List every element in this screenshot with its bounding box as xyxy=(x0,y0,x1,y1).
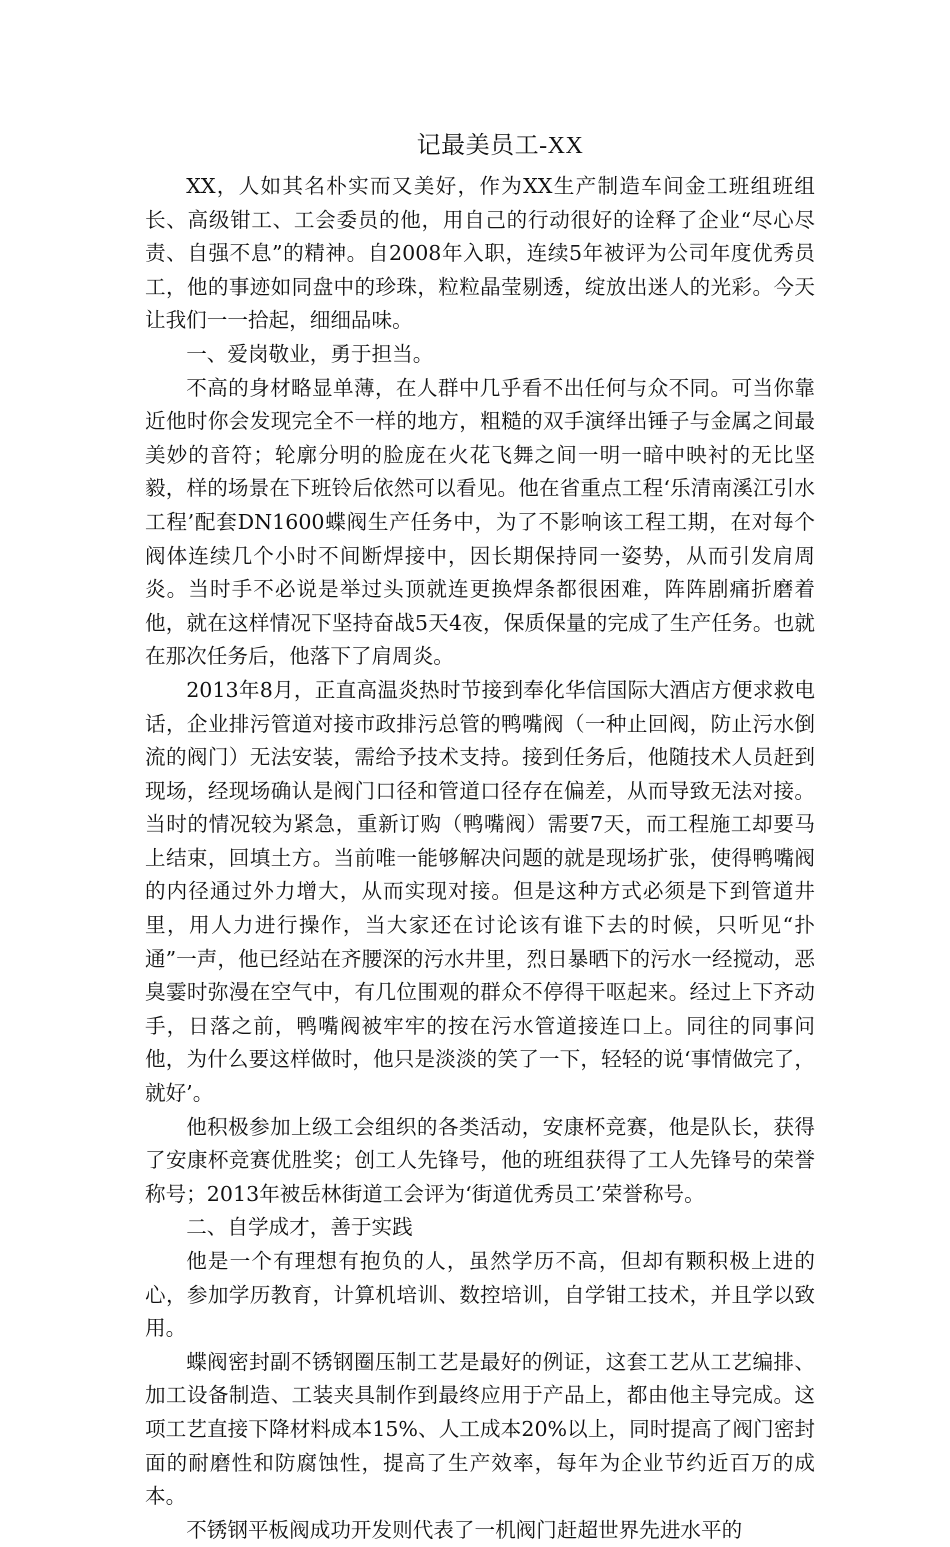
body-paragraph: 不锈钢平板阀成功开发则代表了一机阀门赶超世界先进水平的 xyxy=(186,1517,743,1542)
document-title: 记最美员工-XX xyxy=(416,133,584,159)
section-heading-2: 二、自学成才，善于实践 xyxy=(186,1215,413,1240)
body-paragraph: 他积极参加上级工会组织的各类活动，安康杯竞赛，他是队长，获得了安康杯竞赛优胜奖；创工人先锋号，他的班组获得了工人先锋号的荣誉称号；2013年被岳林街道工会评为‘街道优秀员工’荣誉称号。 xyxy=(145,1114,815,1206)
section-heading-1: 一、爱岗敬业，勇于担当。 xyxy=(186,341,434,366)
body-paragraph: 蝶阀密封副不锈钢圈压制工艺是最好的例证，这套工艺从工艺编排、加工设备制造、工装夹具制作到最终应用于产品上，都由他主导完成。这项工艺直接下降材料成本15%、人工成本20%以上，同时提高了阀门密封面的耐磨性和防腐蚀性，提高了生产效率，每年为企业节约近百万的成本。 xyxy=(145,1349,815,1509)
document-page xyxy=(145,130,815,1547)
body-paragraph: 不高的身材略显单薄，在人群中几乎看不出任何与众不同。可当你靠近他时你会发现完全不一样的地方，粗糙的双手演绎出锤子与金属之间最美妙的音符；轮廓分明的脸庞在火花飞舞之间一明一暗中映衬的无比坚毅，样的场景在下班铃后依然可以看见。他在省重点工程‘乐清南溪江引水工程’配套DN1600蝶阀生产任务中，为了不影响该工程工期，在对每个阀体连续几个小时不间断焊接中，因长期保持同一姿势，从而引发肩周炎。当时手不必说是举过头顶就连更换焊条都很困难，阵阵剧痛折磨着他，就在这样情况下坚持奋战5天4夜，保质保量的完成了生产任务。也就在那次任务后，他落下了肩周炎。 xyxy=(145,375,815,669)
body-paragraph: 2013年8月，正直高温炎热时节接到奉化华信国际大酒店方便求救电话，企业排污管道对接市政排污总管的鸭嘴阀（一种止回阀，防止污水倒流的阀门）无法安装，需给予技术支持。接到任务后，他随技术人员赶到现场，经现场确认是阀门口径和管道口径存在偏差，从而导致无法对接。当时的情况较为紧急，重新订购（鸭嘴阀）需要7天，而工程施工却要马上结束，回填土方。当前唯一能够解决问题的就是现场扩张，使得鸭嘴阀的内径通过外力增大，从而实现对接。但是这种方式必须是下到管道井里，用人力进行操作，当大家还在讨论该有谁下去的时候，只听见“扑通”一声，他已经站在齐腰深的污水井里，烈日暴晒下的污水一经搅动，恶臭霎时弥漫在空气中，有几位围观的群众不停得干呕起来。经过上下齐动手，日落之前，鸭嘴阀被牢牢的按在污水管道接连口上。同往的同事问他，为什么要这样做时，他只是淡淡的笑了一下，轻轻的说‘事情做完了，就好’。 xyxy=(145,677,815,1106)
body-paragraph: 他是一个有理想有抱负的人，虽然学历不高，但却有颗积极上进的心，参加学历教育，计算机培训、数控培训，自学钳工技术，并且学以致用。 xyxy=(145,1249,815,1341)
intro-paragraph: XX，人如其名朴实而又美好，作为XX生产制造车间金工班组班组长、高级钳工、工会委员的他，用自己的行动很好的诠释了企业“尽心尽责、自强不息”的精神。自2008年入职，连续5年被评为公司年度优秀员工，他的事迹如同盘中的珍珠，粒粒晶莹剔透，绽放出迷人的光彩。今天让我们一一拾起，细细品味。 xyxy=(145,174,815,333)
